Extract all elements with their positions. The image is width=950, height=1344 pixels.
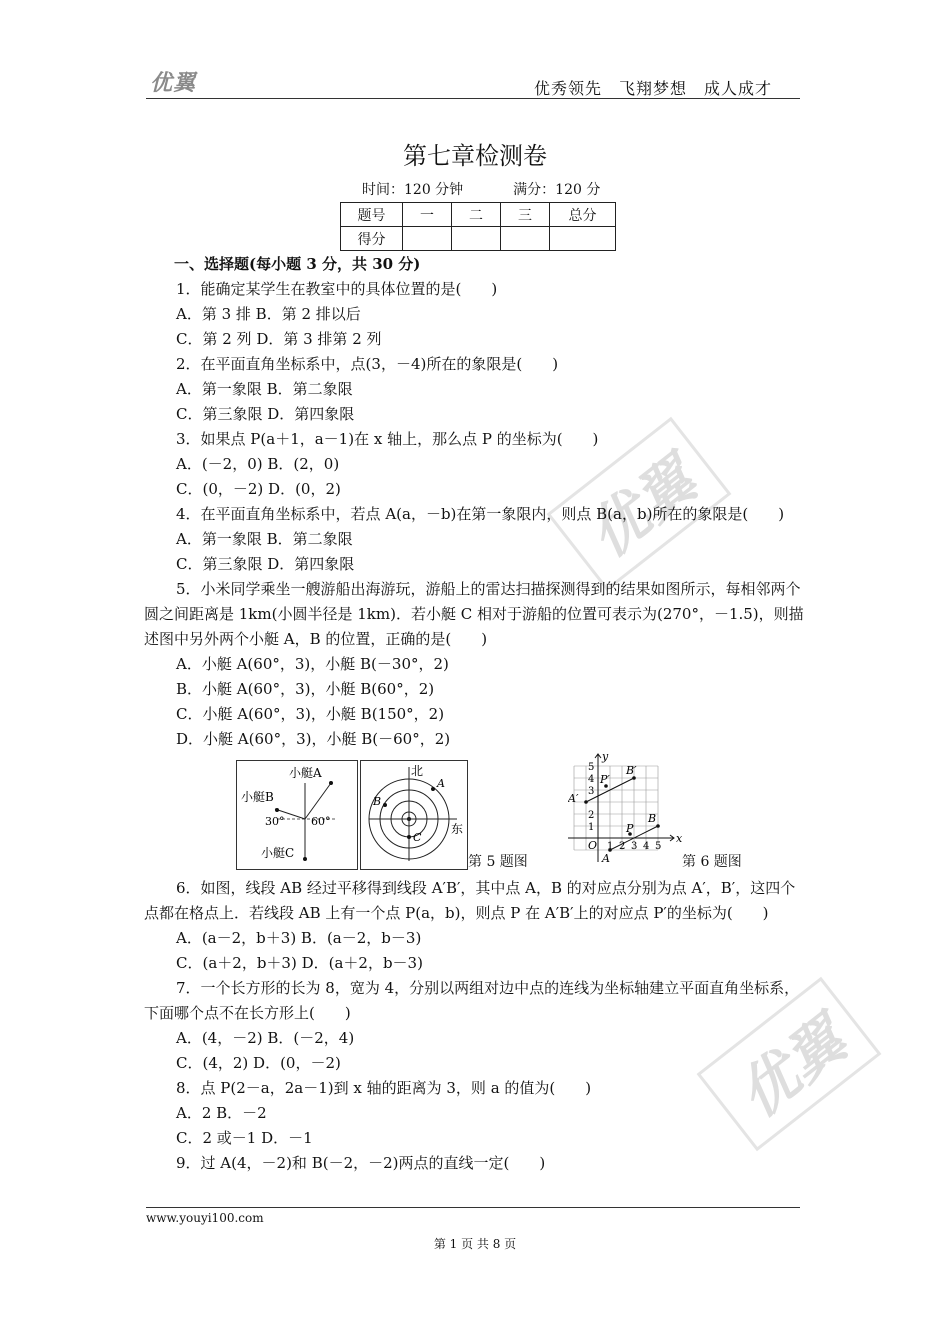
- full-score-label: 满分：120 分: [513, 182, 601, 198]
- label-boat-b: 小艇B: [241, 790, 274, 804]
- label-boat-a: 小艇A: [289, 766, 322, 780]
- x-tick: 2: [619, 841, 626, 852]
- label-b: B: [648, 812, 657, 825]
- question-options: B．小艇 A(60°，3)，小艇 B(60°，2): [176, 680, 435, 698]
- x-tick: 5: [655, 841, 662, 852]
- label-east: 东: [451, 822, 464, 836]
- figure-5-caption: 第 5 题图: [468, 854, 528, 870]
- question-options: C．2 或－1 D．－1: [176, 1129, 313, 1147]
- label-point-a: A: [437, 777, 445, 790]
- question-options: A．(a－2，b＋3) B．(a－2，b－3): [176, 929, 422, 947]
- figure-5-radar: [360, 760, 468, 870]
- page-number: 第 1 页 共 8 页: [433, 1237, 517, 1251]
- y-tick: 2: [588, 810, 595, 821]
- y-tick: 5: [588, 762, 595, 773]
- page-title: 第七章检测卷: [403, 142, 547, 170]
- label-a: A: [602, 852, 610, 865]
- time-label: 时间：120 分钟: [362, 182, 464, 198]
- table-cell: 总分: [550, 203, 616, 227]
- label-p: P: [626, 822, 634, 835]
- section-heading: 一、选择题(每小题 3 分，共 30 分): [174, 255, 421, 273]
- score-table: [340, 202, 616, 251]
- label-b-prime: B′: [626, 764, 637, 777]
- y-tick: 4: [588, 774, 595, 785]
- question-options: C．第三象限 D．第四象限: [176, 405, 355, 423]
- figure-row: [176, 750, 810, 872]
- figure-6-caption: 第 6 题图: [682, 854, 742, 870]
- table-row: [341, 203, 616, 227]
- question-body: [144, 252, 810, 1176]
- logo: 优翼: [150, 71, 197, 96]
- footer-divider: [146, 1207, 800, 1208]
- question-options: C．第 2 列 D．第 3 排第 2 列: [176, 330, 382, 348]
- table-cell: [452, 227, 501, 251]
- label-origin: O: [588, 839, 598, 852]
- table-cell: 一: [403, 203, 452, 227]
- table-cell: 二: [452, 203, 501, 227]
- label-y-axis: y: [602, 750, 609, 763]
- question-options: C．第三象限 D．第四象限: [176, 555, 355, 573]
- question-options: A．第一象限 B．第二象限: [176, 530, 353, 548]
- table-cell: [501, 227, 550, 251]
- label-angle-30: 30°: [265, 815, 285, 828]
- header-divider: [146, 98, 800, 99]
- question-options: A．第 3 排 B．第 2 排以后: [176, 305, 361, 323]
- label-p-prime: P′: [600, 773, 610, 786]
- label-angle-60: 60°: [311, 815, 331, 828]
- label-point-c: C: [413, 831, 422, 844]
- question-options: C．(a＋2，b＋3) D．(a＋2，b－3): [176, 954, 423, 972]
- table-row: [341, 227, 616, 251]
- watermark-logo: 优翼: [547, 417, 732, 592]
- y-tick: 1: [588, 822, 595, 833]
- table-cell: 三: [501, 203, 550, 227]
- exam-info: [362, 179, 600, 199]
- question-stem: 9．过 A(4，－2)和 B(－2，－2)两点的直线一定( ): [176, 1154, 546, 1172]
- label-north: 北: [411, 764, 424, 778]
- x-tick: 3: [631, 841, 638, 852]
- question-options: A．小艇 A(60°，3)，小艇 B(－30°，2): [176, 655, 449, 673]
- table-cell: 题号: [341, 203, 403, 227]
- question-stem: 3．如果点 P(a＋1，a－1)在 x 轴上，那么点 P 的坐标为( ): [176, 430, 599, 448]
- question-stem: 6．如图，线段 AB 经过平移得到线段 A′B′，其中点 A，B 的对应点分别为点 A′，B′，这四个点都在格点上．若线段 AB 上有一个点 P(a，b)，则点 P 在 A′B′上的对应点 P′的坐标为( ): [144, 879, 796, 922]
- question-options: A．第一象限 B．第二象限: [176, 380, 353, 398]
- label-point-b: B: [373, 795, 382, 808]
- footer-url[interactable]: www.youyi100.com: [146, 1211, 264, 1225]
- x-tick: 1: [607, 841, 614, 852]
- question-options: A．(－2，0) B．(2，0): [176, 455, 340, 473]
- figure-5-boats: [236, 760, 358, 870]
- question-stem: 4．在平面直角坐标系中，若点 A(a，－b)在第一象限内，则点 B(a，b)所在的象限是( ): [176, 505, 785, 523]
- figure-6-grid: [568, 750, 688, 866]
- question-stem: 5．小米同学乘坐一艘游船出海游玩，游船上的雷达扫描探测得到的结果如图所示，每相邻两个圆之间距离是 1km(小圆半径是 1km)．若小艇 C 相对于游船的位置可表示为(270°，－1.5)，则描述图中另外两个小艇 A，B 的位置，正确的是( ): [144, 580, 804, 648]
- watermark-logo: 优翼: [697, 977, 882, 1152]
- label-boat-c: 小艇C: [261, 846, 295, 860]
- y-tick: 3: [588, 786, 595, 797]
- question-options: C．(4，2) D．(0，－2): [176, 1054, 341, 1072]
- label-x-axis: x: [676, 832, 683, 845]
- x-tick: 4: [643, 841, 650, 852]
- table-cell: [550, 227, 616, 251]
- question-options: D．小艇 A(60°，3)，小艇 B(－60°，2): [176, 730, 451, 748]
- table-cell: [403, 227, 452, 251]
- label-a-prime: A′: [568, 792, 579, 805]
- question-stem: 1．能确定某学生在教室中的具体位置的是( ): [176, 280, 498, 298]
- question-options: A．2 B．－2: [176, 1104, 267, 1122]
- question-stem: 7．一个长方形的长为 8，宽为 4，分别以两组对边中点的连线为坐标轴建立平面直角坐标系，下面哪个点不在长方形上( ): [144, 979, 800, 1022]
- question-options: C．(0，－2) D．(0，2): [176, 480, 341, 498]
- header-slogan: 优秀领先 飞翔梦想 成人成才: [533, 79, 772, 98]
- question-options: A．(4，－2) B．(－2，4): [176, 1029, 355, 1047]
- question-stem: 2．在平面直角坐标系中，点(3，－4)所在的象限是( ): [176, 355, 559, 373]
- question-stem: 8．点 P(2－a，2a－1)到 x 轴的距离为 3，则 a 的值为( ): [176, 1079, 592, 1097]
- question-options: C．小艇 A(60°，3)，小艇 B(150°，2): [176, 705, 445, 723]
- table-cell: 得分: [341, 227, 403, 251]
